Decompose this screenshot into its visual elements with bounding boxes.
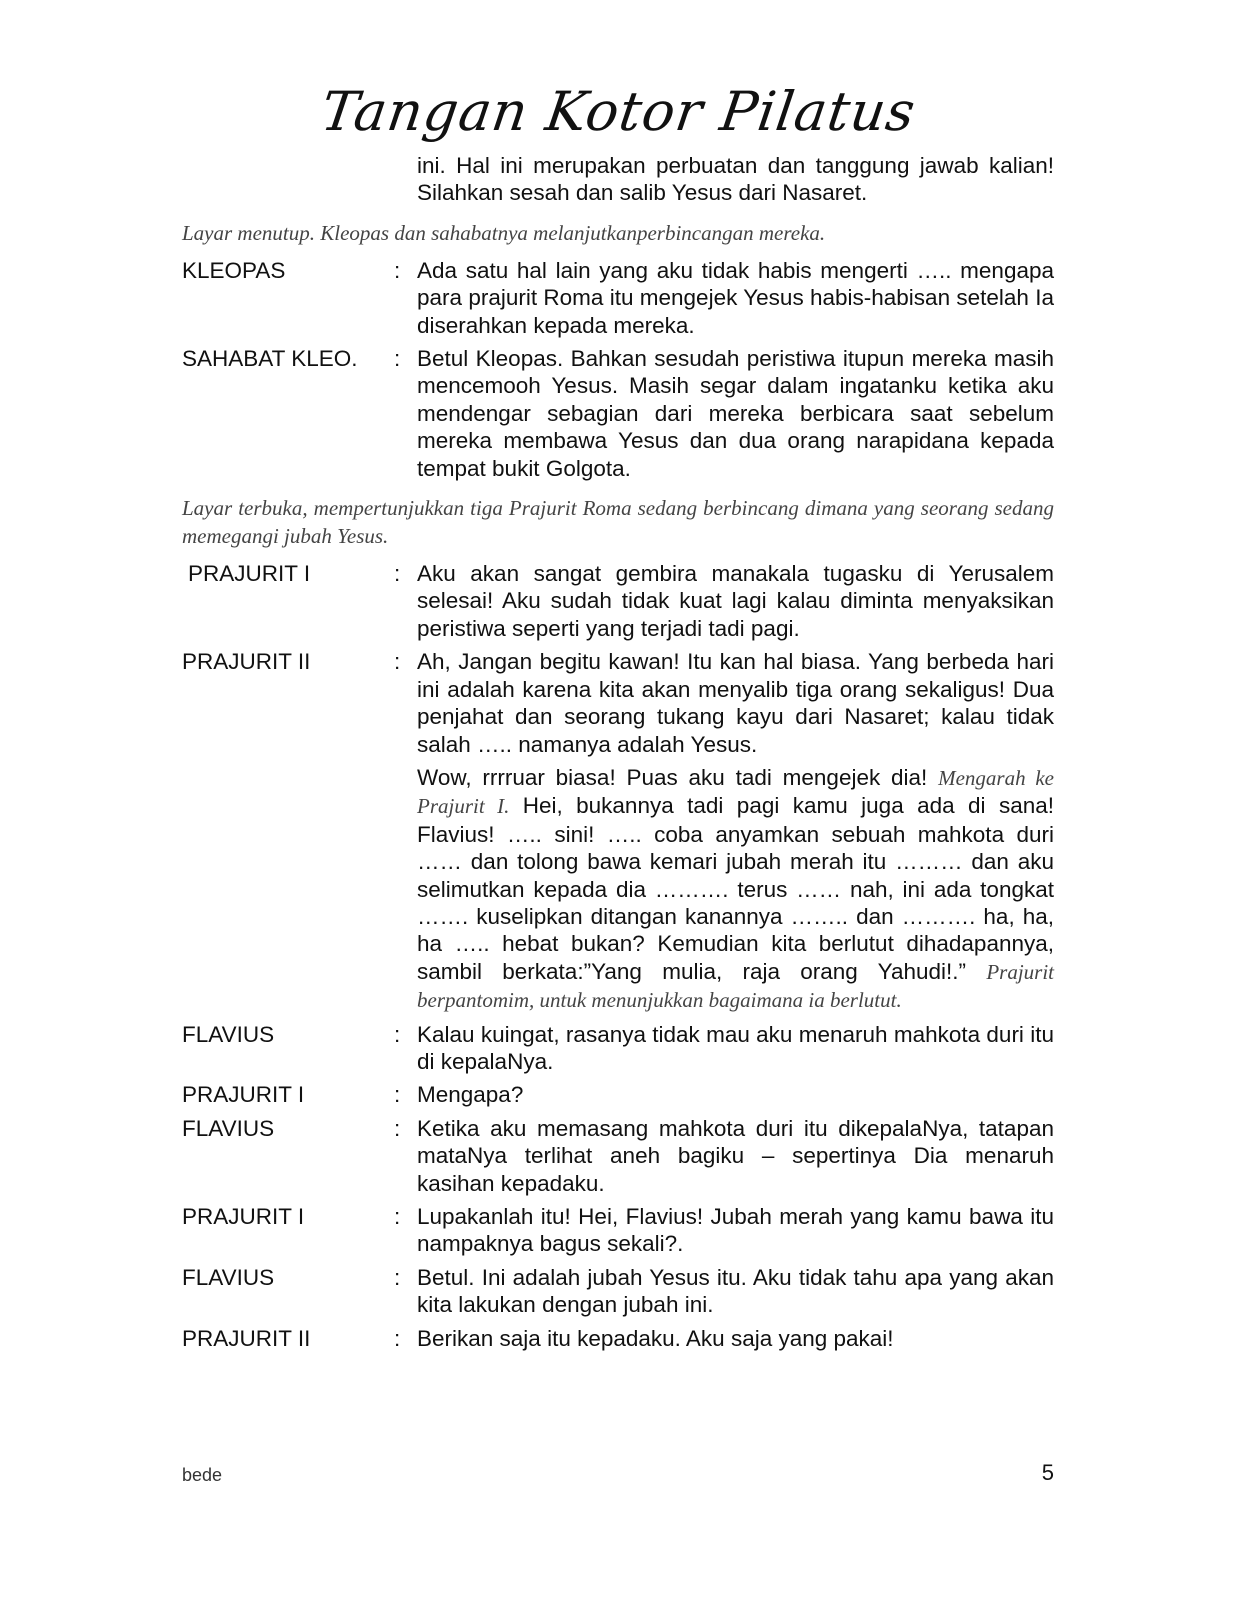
dialogue-entry	[182, 1081, 1054, 1108]
dialogue-line: Kalau kuingat, rasanya tidak mau aku menaruh mahkota duri itu di kepalaNya.	[417, 1021, 1054, 1074]
colon-separator: :	[394, 561, 401, 587]
inline-stage-direction: Prajurit berpantomim, untuk menunjukkan bagaimana ia berlutut.	[417, 959, 1054, 1013]
dialogue-entry	[182, 1021, 1054, 1076]
continued-dialogue: ini. Hal ini merupakan perbuatan dan tanggung jawab kalian! Silahkan sesah dan salib Yesus dari Nasaret.	[417, 153, 1054, 206]
speaker-name: KLEOPAS	[182, 257, 286, 283]
colon-separator: :	[394, 1204, 401, 1229]
dialogue-line: Aku akan sangat gembira manakala tugasku di Yerusalem selesai! Aku sudah tidak kuat lagi kalau diminta menyaksikan peristiwa seperti yang terjadi tadi pagi.	[417, 561, 1054, 641]
dialogue-entry	[182, 1325, 1054, 1352]
stage-direction: Layar menutup. Kleopas dan sahabatnya melanjutkanperbincangan mereka.	[182, 220, 826, 245]
dialogue-entry	[182, 1115, 1054, 1197]
stage-direction: Layar terbuka, mempertunjukkan tiga Prajurit Roma sedang berbincang dimana yang seorang sedang memegangi jubah Yesus.	[182, 496, 1054, 549]
script-content	[182, 152, 1054, 1352]
dialogue-line: Ketika aku memasang mahkota duri itu dikepalaNya, tatapan mataNya terlihat aneh bagiku – sepertinya Dia menaruh kasihan kepadaku.	[417, 1115, 1054, 1196]
dialogue-line: Berikan saja itu kepadaku. Aku saja yang pakai!	[417, 1325, 894, 1351]
dialogue-line: Betul Kleopas. Bahkan sesudah peristiwa itupun mereka masih mencemooh Yesus. Masih segar dalam ingatanku ketika aku mendengar sebagian dari mereka berbicara saat sebelum mereka membawa Yesus dan dua orang narapidana kepada tempat bukit Golgota.	[417, 346, 1054, 481]
speaker-name: PRAJURIT II	[182, 1325, 311, 1351]
speaker-name: SAHABAT KLEO.	[182, 346, 358, 372]
colon-separator: :	[394, 1264, 401, 1290]
speaker-name: FLAVIUS	[182, 1115, 275, 1141]
colon-separator: :	[394, 346, 401, 372]
dialogue-text: Hei, bukannya tadi pagi kamu juga ada di sana! Flavius! ….. sini! ….. coba anyamkan sebuah mahkota duri …… dan tolong bawa kemari jubah merah itu ……… dan aku selimutkan kepada dia ………. terus …… nah, ini ada tongkat ……. kuselipkan ditangan kanannya …….. dan ………. ha, ha, ha ….. hebat bukan? Kemudian kita berlutut dihadapannya, sambil berkata:”Yang mulia, raja orang Yahudi!.”	[417, 793, 1055, 984]
dialogue-line: Ada satu hal lain yang aku tidak habis mengerti ….. mengapa para prajurit Roma itu mengejek Yesus habis-habisan setelah Ia diserahkan kepada mereka.	[417, 257, 1054, 338]
speaker-name: PRAJURIT I	[182, 1082, 305, 1108]
dialogue-entry	[182, 560, 1054, 642]
colon-separator: :	[394, 1021, 401, 1047]
dialogue-entry	[182, 1264, 1054, 1319]
footer-author: bede	[182, 1465, 223, 1485]
dialogue-entry	[182, 648, 1054, 1014]
dialogue-line: Ah, Jangan begitu kawan! Itu kan hal biasa. Yang berbeda hari ini adalah karena kita akan menyalib tiga orang sekaligus! Dua penjahat dan seorang tukang kayu dari Nasaret; kalau tidak salah ….. namanya adalah Yesus.	[417, 649, 1054, 757]
colon-separator: :	[394, 1325, 401, 1351]
colon-separator: :	[394, 257, 401, 283]
dialogue-line: Mengapa?	[417, 1082, 524, 1108]
dialogue-paragraph	[417, 764, 1054, 1015]
colon-separator: :	[394, 649, 401, 675]
speaker-name: PRAJURIT I	[182, 1204, 305, 1229]
page-number: 5	[1041, 1460, 1054, 1485]
dialogue-entry	[182, 1203, 1054, 1258]
dialogue-line: Betul. Ini adalah jubah Yesus itu. Aku tidak tahu apa yang akan kita lakukan dengan jubah ini.	[417, 1264, 1054, 1318]
colon-separator: :	[394, 1115, 401, 1141]
speaker-name: FLAVIUS	[182, 1021, 275, 1047]
dialogue-entry	[182, 257, 1054, 339]
dialogue-text: Wow, rrrruar biasa! Puas aku tadi mengejek dia!	[417, 764, 939, 790]
dialogue-entry	[182, 345, 1054, 482]
speaker-name: PRAJURIT II	[182, 649, 311, 675]
inline-stage-direction: Mengarah ke Prajurit I.	[417, 765, 1054, 819]
speaker-name: PRAJURIT I	[188, 561, 311, 587]
dialogue-block	[417, 648, 1054, 1014]
colon-separator: :	[394, 1082, 401, 1108]
speaker-name: FLAVIUS	[182, 1264, 275, 1290]
dialogue-line: Lupakanlah itu! Hei, Flavius! Jubah merah yang kamu bawa itu nampaknya bagus sekali?.	[417, 1204, 1054, 1257]
page-title: Tangan Kotor Pilatus	[317, 80, 920, 143]
